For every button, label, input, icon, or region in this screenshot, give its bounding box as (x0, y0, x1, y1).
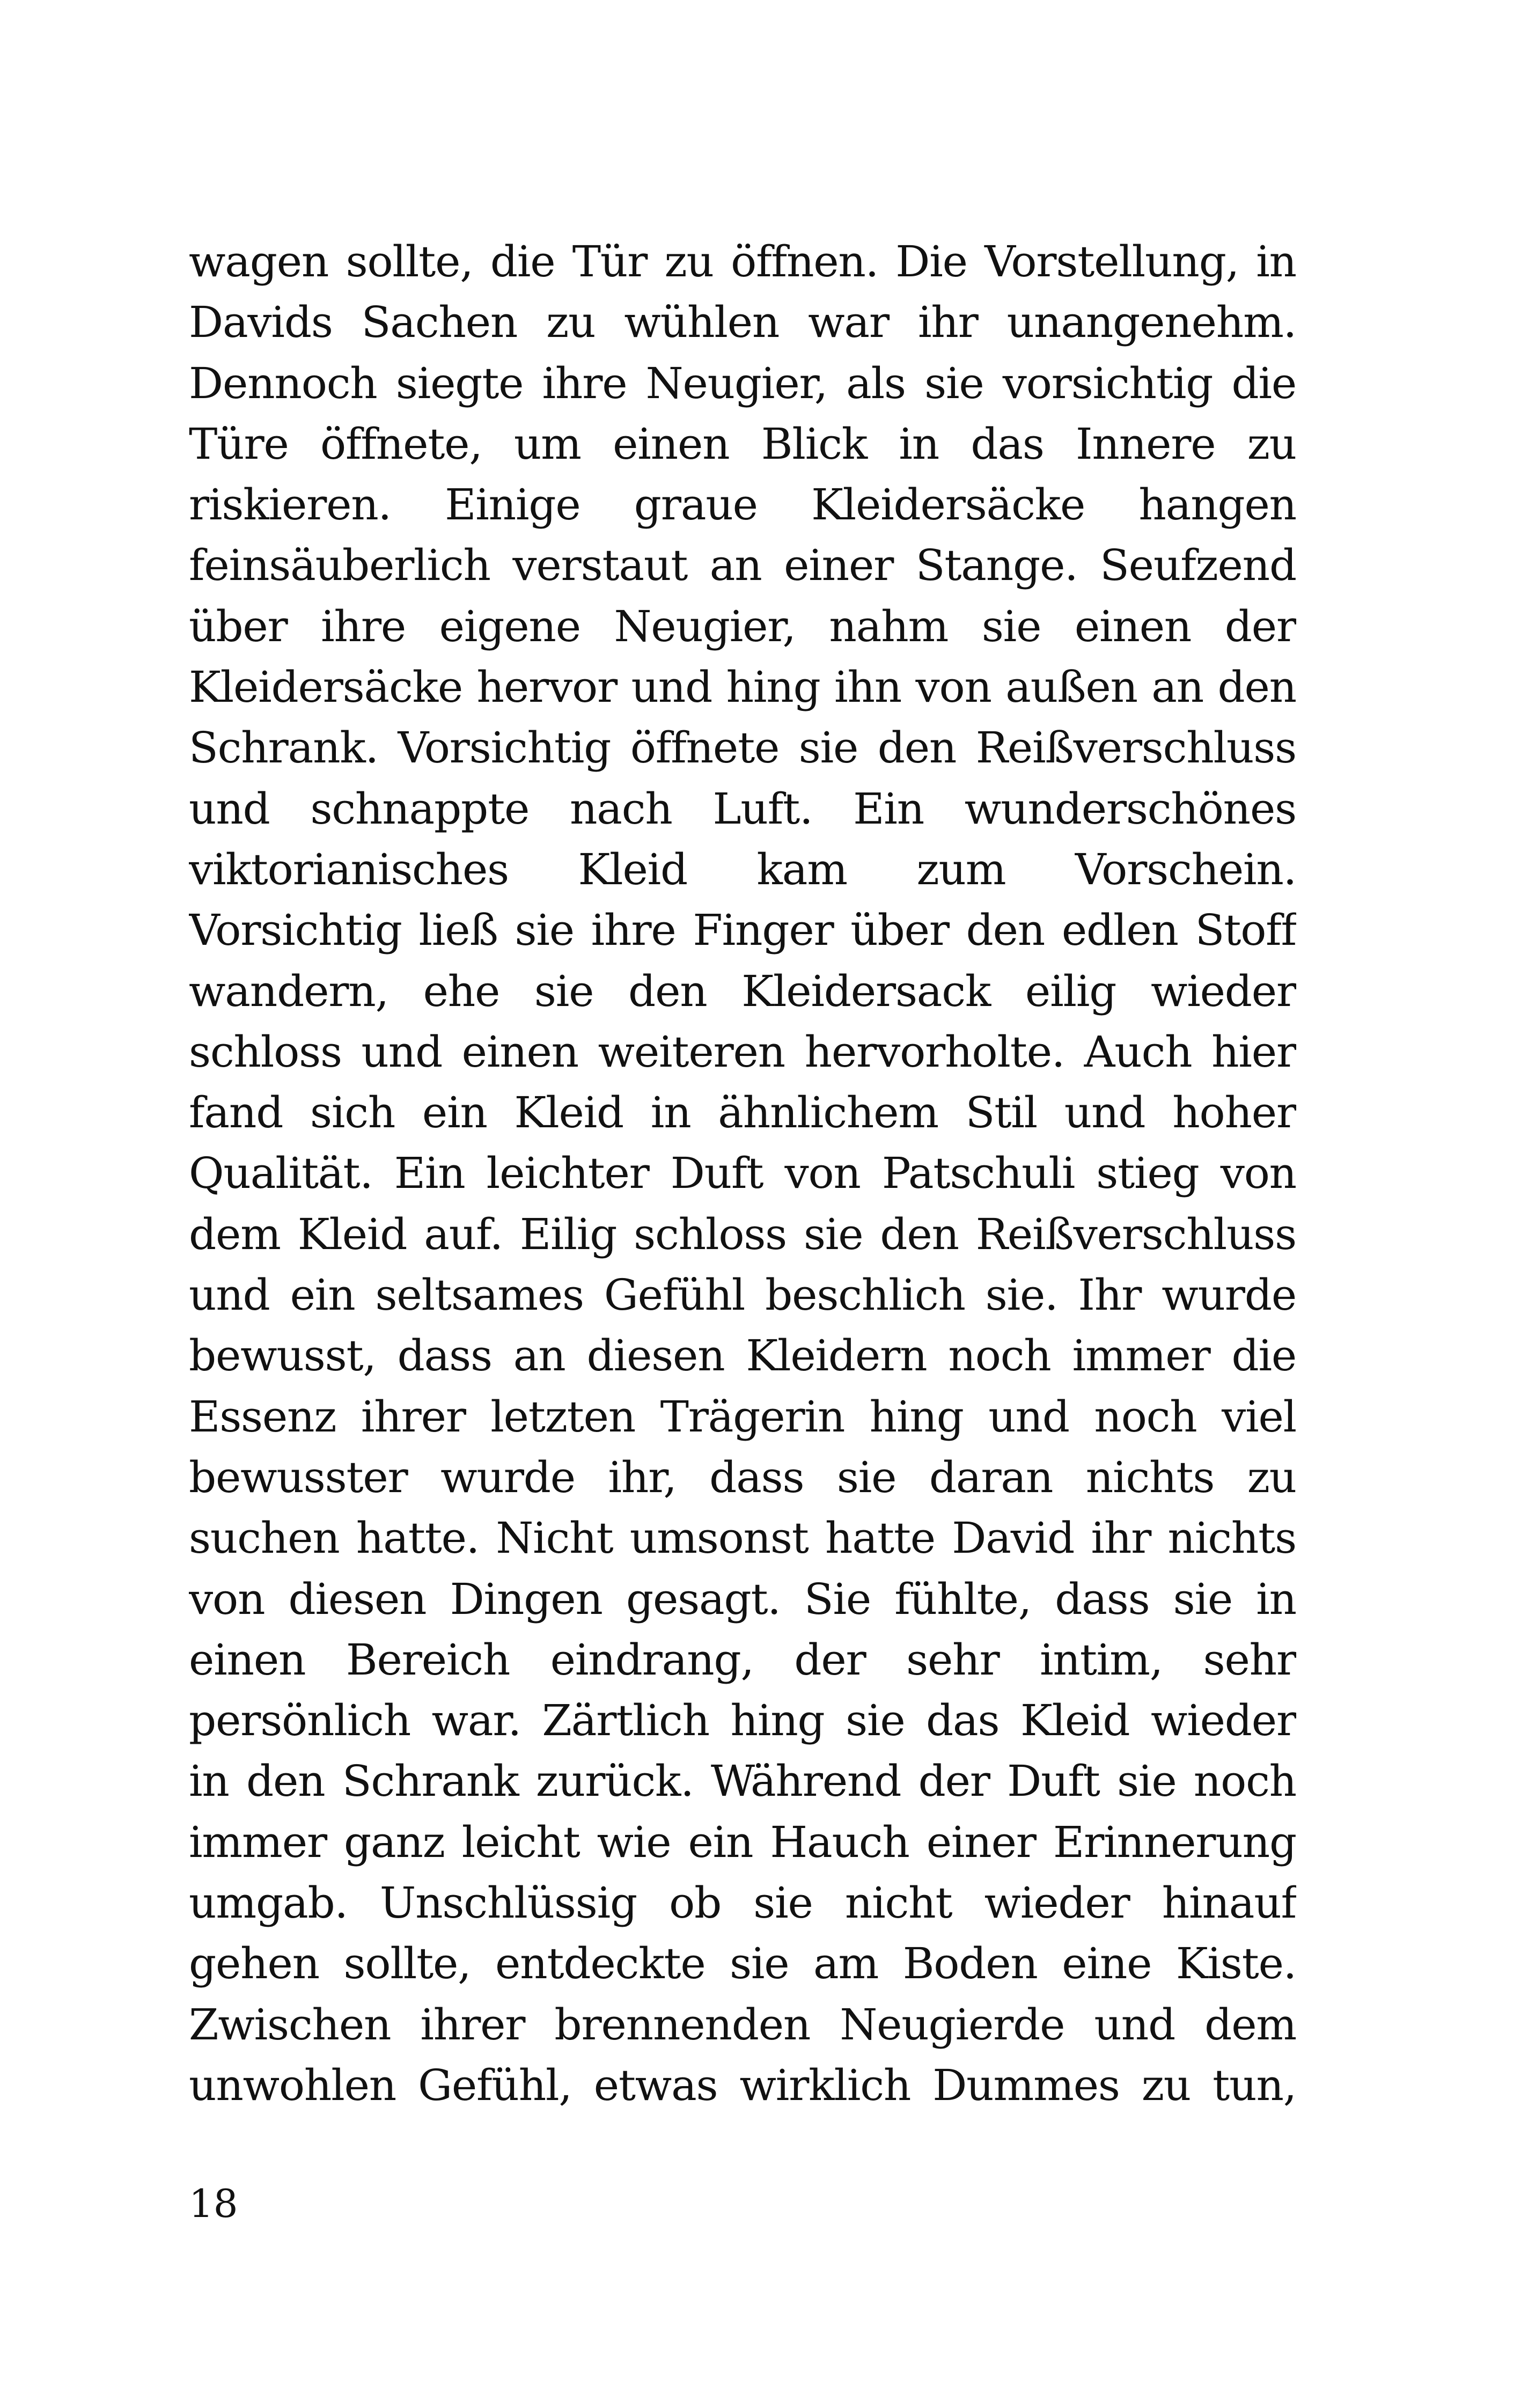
text-line: persönlich war. Zärtlich hing sie das Kleid wieder (189, 1695, 1296, 1746)
text-line: in den Schrank zurück. Während der Duft sie noch (189, 1756, 1296, 1807)
text-line: wandern, ehe sie den Kleidersack eilig wieder (189, 966, 1296, 1016)
text-line: einen Bereich eindrang, der sehr intim, sehr (189, 1634, 1296, 1685)
text-line: Qualität. Ein leichter Duft von Patschuli stieg von (189, 1148, 1296, 1199)
text-line: riskieren. Einige graue Kleidersäcke hangen (189, 480, 1296, 530)
text-line: Dennoch siegte ihre Neugier, als sie vorsichtig die (189, 358, 1296, 408)
text-line: bewusst, dass an diesen Kleidern noch immer die (189, 1331, 1296, 1381)
text-line: gehen sollte, entdeckte sie am Boden eine Kiste. (189, 1939, 1296, 1989)
text-line: suchen hatte. Nicht umsonst hatte David ihr nichts (189, 1513, 1296, 1563)
text-line: wagen sollte, die Tür zu öffnen. Die Vorstellung, in (189, 237, 1296, 287)
text-line: über ihre eigene Neugier, nahm sie einen der (189, 601, 1296, 651)
page-number: 18 (189, 2181, 238, 2226)
text-line: von diesen Dingen gesagt. Sie fühlte, dass sie in (189, 1574, 1296, 1624)
text-line: schloss und einen weiteren hervorholte. Auch hier (189, 1026, 1296, 1077)
text-line: Türe öffnete, um einen Blick in das Innere zu (189, 419, 1296, 469)
text-line: fand sich ein Kleid in ähnlichem Stil und hoher (189, 1088, 1296, 1138)
text-line: umgab. Unschlüssig ob sie nicht wieder hinauf (189, 1878, 1296, 1928)
text-line: immer ganz leicht wie ein Hauch einer Erinnerung (189, 1817, 1296, 1867)
body-paragraph (189, 231, 1296, 2116)
text-line: viktorianisches Kleid kam zum Vorschein. (189, 844, 1296, 894)
text-line: und ein seltsames Gefühl beschlich sie. Ihr wurde (189, 1270, 1296, 1320)
text-line: Davids Sachen zu wühlen war ihr unangenehm. (189, 297, 1296, 348)
text-line: bewusster wurde ihr, dass sie daran nichts zu (189, 1452, 1296, 1502)
text-line: Essenz ihrer letzten Trägerin hing und noch viel (189, 1391, 1296, 1442)
text-line: Vorsichtig ließ sie ihre Finger über den edlen Stoff (189, 905, 1296, 956)
text-line: Schrank. Vorsichtig öffnete sie den Reißverschluss (189, 723, 1296, 773)
text-line: dem Kleid auf. Eilig schloss sie den Reißverschluss (189, 1209, 1296, 1259)
text-line: und schnappte nach Luft. Ein wunderschönes (189, 783, 1296, 834)
text-line: Kleidersäcke hervor und hing ihn von außen an den (189, 662, 1296, 713)
text-line: unwohlen Gefühl, etwas wirklich Dummes zu tun, (189, 2060, 1296, 2110)
text-line: feinsäuberlich verstaut an einer Stange. Seufzend (189, 540, 1296, 591)
text-line: Zwischen ihrer brennenden Neugierde und dem (189, 1999, 1296, 2050)
